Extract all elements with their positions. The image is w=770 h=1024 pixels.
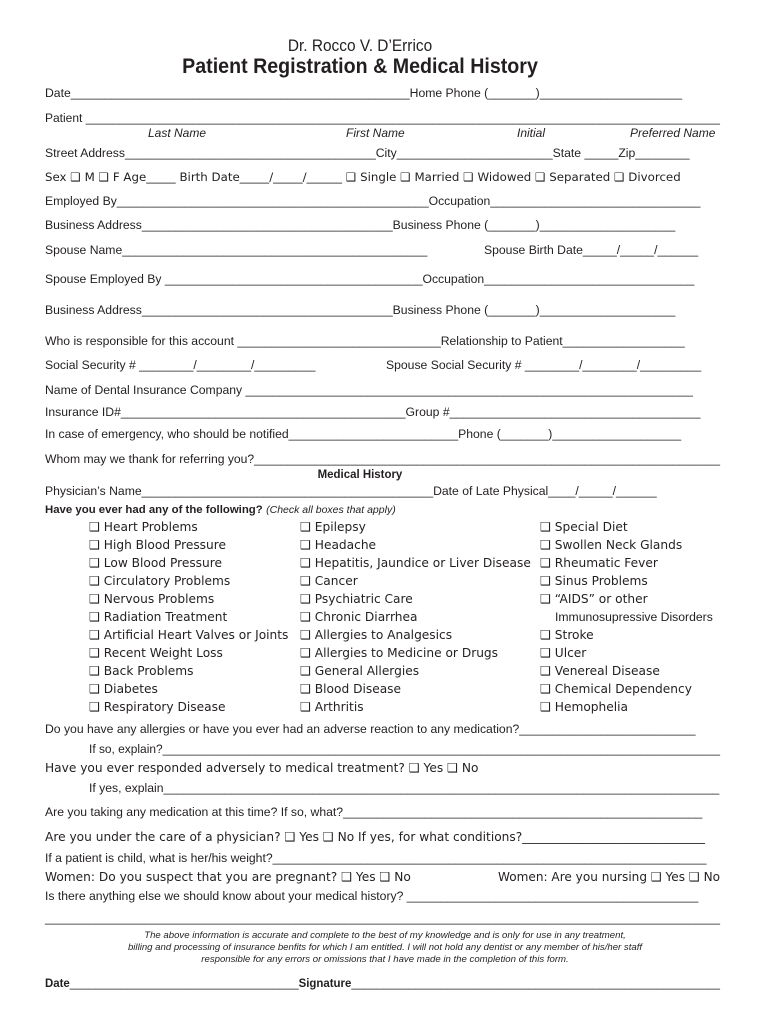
condition-item[interactable]: ❑ Ulcer: [540, 646, 587, 660]
condition-item-continued: Immunosupressive Disorders: [555, 610, 713, 624]
signature-row: [45, 977, 720, 989]
condition-item[interactable]: ❑ Nervous Problems: [89, 592, 215, 606]
condition-item[interactable]: ❑ Cancer: [300, 574, 358, 588]
physician-name-line[interactable]: Physician’s Name___________________________________________Date of Late Physical____/_____/______: [45, 484, 657, 498]
date-label: Date: [45, 976, 70, 990]
condition-item[interactable]: ❑ Chronic Diarrhea: [300, 610, 418, 624]
condition-item[interactable]: ❑ Artificial Heart Valves or Joints: [89, 628, 289, 642]
adverse-explain-line[interactable]: If yes, explain__________________________________________________________________________________: [89, 781, 720, 795]
condition-item[interactable]: ❑ Recent Weight Loss: [89, 646, 223, 660]
condition-item[interactable]: ❑ Low Blood Pressure: [89, 556, 222, 570]
condition-item[interactable]: ❑ Hepatitis, Jaundice or Liver Disease: [300, 556, 531, 570]
doctor-name: Dr. Rocco V. D’Errico: [287, 37, 433, 55]
spouse-employed-line[interactable]: Spouse Employed By ______________________________________Occupation_______________________________: [45, 272, 695, 286]
child-weight-question[interactable]: If a patient is child, what is her/his weight?________________________________________________________________: [45, 851, 707, 865]
condition-item[interactable]: ❑ Stroke: [540, 628, 594, 642]
spouse-social-security-line[interactable]: Spouse Social Security # ________/________/_________: [386, 358, 702, 372]
referral-line[interactable]: Whom may we thank for referring you?_____________________________________________________________________: [45, 452, 721, 466]
spouse-business-address-line[interactable]: Business Address_____________________________________Business Phone (_______)____________________: [45, 303, 676, 317]
physician-care-question[interactable]: Are you under the care of a physician? ❑ Yes ❑ No If yes, for what conditions?______________________________: [45, 830, 706, 844]
date-home-phone-line[interactable]: Date__________________________________________________Home Phone (_______)_____________________: [45, 86, 683, 100]
disclaimer-line-1: The above information is accurate and complete to the best of my knowledge and is only for use in any treatment,: [144, 930, 626, 941]
preferred-name-label: Preferred Name: [630, 126, 716, 140]
condition-item[interactable]: ❑ General Allergies: [300, 664, 420, 678]
condition-item[interactable]: ❑ Chemical Dependency: [540, 682, 692, 696]
additional-history-blank-line[interactable]: ____________________________________________________________________________________________________________: [45, 911, 721, 925]
social-security-line[interactable]: Social Security # ________/________/_________: [45, 358, 316, 372]
condition-item[interactable]: ❑ Venereal Disease: [540, 664, 660, 678]
condition-item[interactable]: ❑ Special Diet: [540, 520, 628, 534]
condition-item[interactable]: ❑ Respiratory Disease: [89, 700, 226, 714]
pregnancy-question[interactable]: Women: Do you suspect that you are pregnant? ❑ Yes ❑ No: [45, 870, 411, 884]
condition-item[interactable]: ❑ Diabetes: [89, 682, 158, 696]
allergies-explain-line[interactable]: If so, explain?____________________________________________________________________________________: [89, 742, 720, 756]
condition-item[interactable]: ❑ Circulatory Problems: [89, 574, 231, 588]
signature-blank[interactable]: __________________________________________________________: [351, 976, 721, 990]
condition-item[interactable]: ❑ Radiation Treatment: [89, 610, 228, 624]
conditions-question: [45, 503, 396, 516]
signature-label: Signature: [298, 976, 352, 990]
condition-item[interactable]: ❑ Back Problems: [89, 664, 194, 678]
condition-item[interactable]: ❑ High Blood Pressure: [89, 538, 226, 552]
page-title: Patient Registration & Medical History: [182, 55, 538, 78]
condition-item[interactable]: ❑ Blood Disease: [300, 682, 402, 696]
patient-name-line[interactable]: Patient _______________________________________________________________________________________________: [45, 111, 720, 125]
street-address-line[interactable]: Street Address_____________________________________City_______________________State _____Zip________: [45, 146, 690, 160]
condition-item[interactable]: ❑ Allergies to Analgesics: [300, 628, 453, 642]
condition-item[interactable]: ❑ “AIDS” or other: [540, 592, 648, 606]
condition-item[interactable]: ❑ Epilepsy: [300, 520, 366, 534]
medical-history-heading: Medical History: [317, 467, 403, 481]
condition-item[interactable]: ❑ Allergies to Medicine or Drugs: [300, 646, 499, 660]
condition-item[interactable]: ❑ Hemophelia: [540, 700, 628, 714]
spouse-name-line[interactable]: Spouse Name_____________________________________________: [45, 243, 428, 257]
initial-label: Initial: [517, 126, 546, 140]
dental-insurance-line[interactable]: Name of Dental Insurance Company __________________________________________________________________: [45, 383, 693, 397]
nursing-question[interactable]: Women: Are you nursing ❑ Yes ❑ No: [498, 870, 721, 884]
medication-question[interactable]: Are you taking any medication at this time? If so, what?_____________________________________________________: [45, 805, 703, 819]
emergency-contact-line[interactable]: In case of emergency, who should be notified_________________________Phone (_______)___________________: [45, 427, 682, 441]
responsible-party-line[interactable]: Who is responsible for this account ______________________________Relationship to Patient__________________: [45, 334, 685, 348]
condition-item[interactable]: ❑ Heart Problems: [89, 520, 198, 534]
insurance-id-line[interactable]: Insurance ID#__________________________________________Group #_____________________________________: [45, 405, 701, 419]
conditions-question-note: (Check all boxes that apply): [266, 504, 396, 516]
spouse-birth-date-line[interactable]: Spouse Birth Date_____/_____/______: [484, 243, 699, 257]
employed-by-line[interactable]: Employed By______________________________________________Occupation_______________________________: [45, 194, 701, 208]
allergies-question[interactable]: Do you have any allergies or have you ever had an adverse reaction to any medication?__________________________: [45, 722, 696, 736]
sex-age-marital-line[interactable]: Sex ❑ M ❑ F Age_____ Birth Date_____/_____/______ ❑ Single ❑ Married ❑ Widowed ❑ Separated ❑ Divorced: [45, 170, 681, 184]
condition-item[interactable]: ❑ Headache: [300, 538, 377, 552]
conditions-question-text: Have you ever had any of the following?: [45, 504, 263, 516]
disclaimer-line-2: billing and processing of insurance benfits for which I am entitled. I will not hold any dentist or any member of his/her staff: [127, 942, 643, 953]
condition-item[interactable]: ❑ Psychiatric Care: [300, 592, 413, 606]
condition-item[interactable]: ❑ Rheumatic Fever: [540, 556, 658, 570]
additional-history-question[interactable]: Is there anything else we should know about your medical history? ___________________________________________: [45, 889, 699, 903]
business-address-line[interactable]: Business Address_____________________________________Business Phone (_______)____________________: [45, 218, 676, 232]
disclaimer-line-3: responsible for any errors or omissions that I have made in the completion of this form.: [201, 954, 569, 965]
condition-item[interactable]: ❑ Sinus Problems: [540, 574, 648, 588]
first-name-label: First Name: [346, 126, 405, 140]
date-blank[interactable]: ____________________________________: [69, 976, 299, 990]
adverse-treatment-question[interactable]: Have you ever responded adversely to medical treatment? ❑ Yes ❑ No: [45, 761, 479, 775]
last-name-label: Last Name: [148, 126, 207, 140]
condition-item[interactable]: ❑ Swollen Neck Glands: [540, 538, 683, 552]
condition-item[interactable]: ❑ Arthritis: [300, 700, 364, 714]
